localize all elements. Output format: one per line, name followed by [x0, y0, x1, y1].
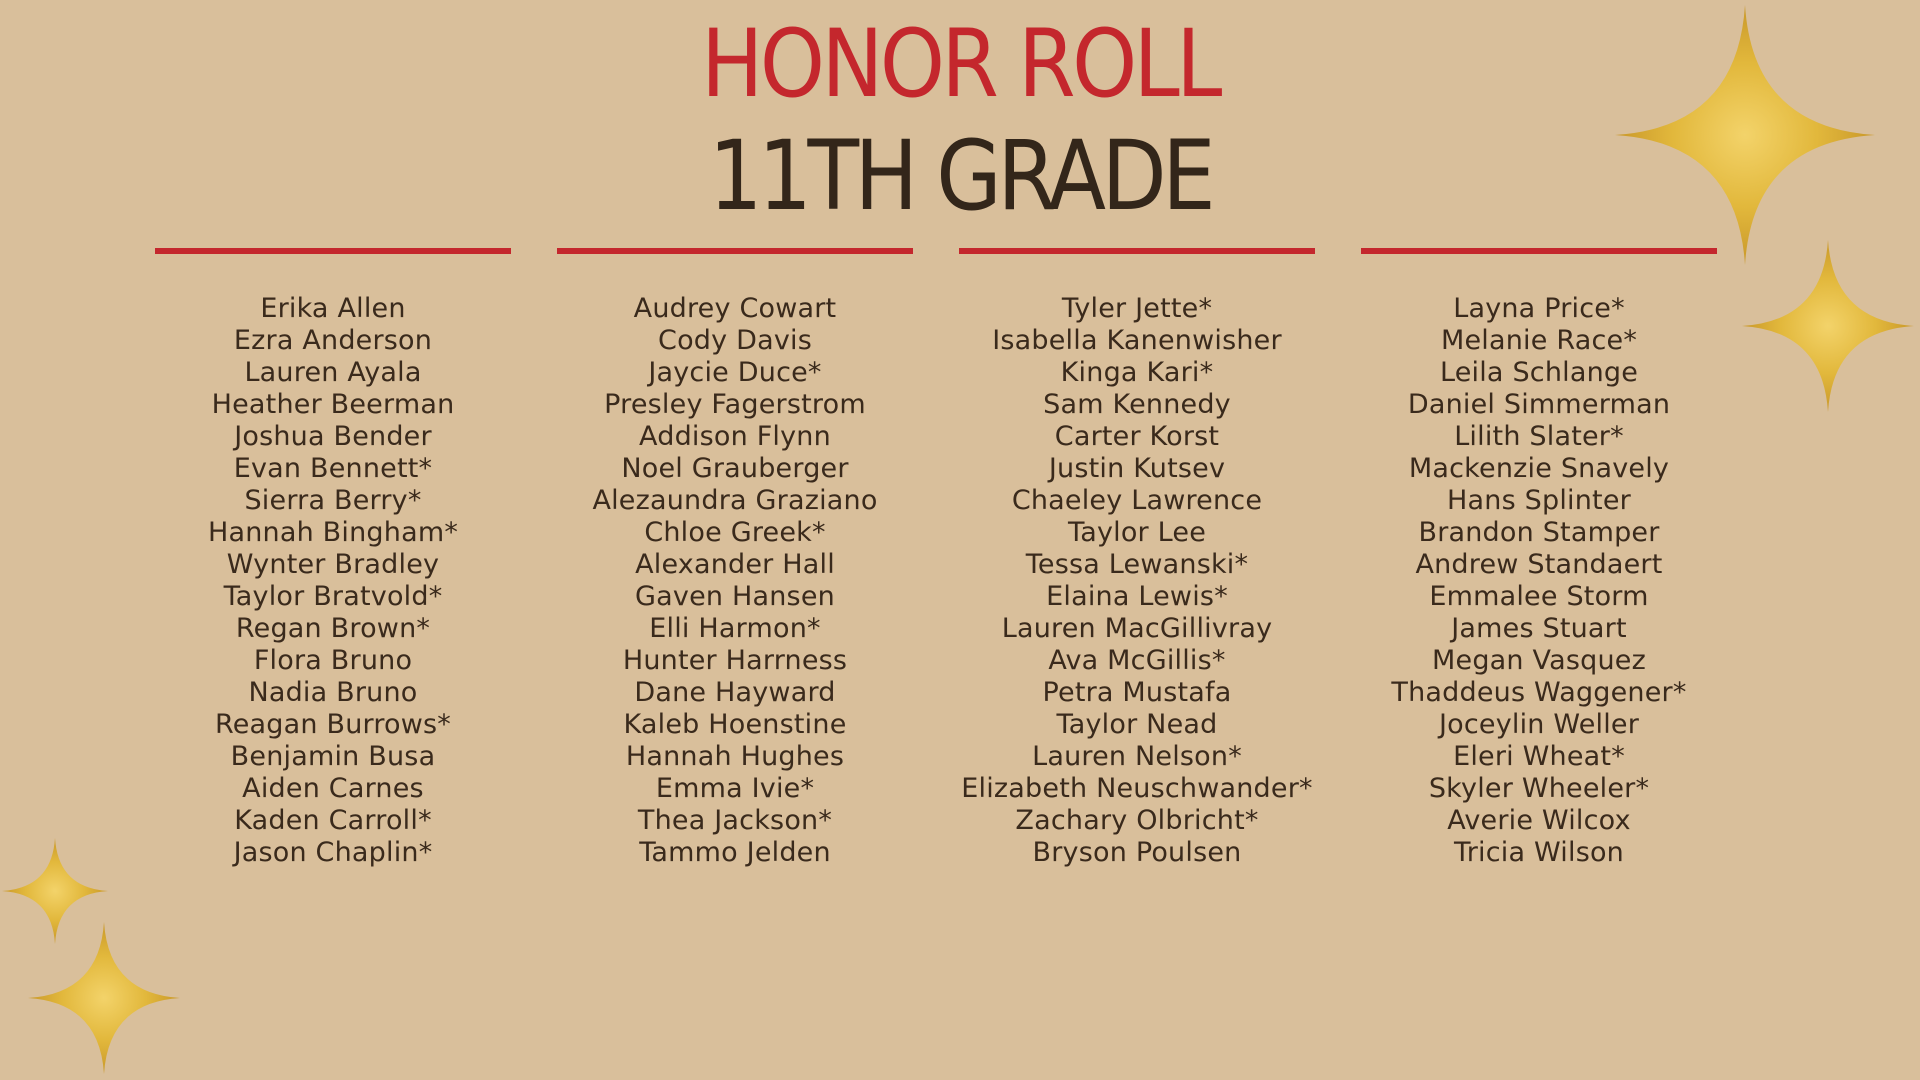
- honor-roll-name: Emmalee Storm: [1429, 581, 1649, 612]
- honor-roll-name: Taylor Lee: [1067, 517, 1207, 548]
- honor-roll-name: Elli Harmon*: [649, 613, 821, 644]
- honor-roll-name: Reagan Burrows*: [214, 709, 452, 740]
- honor-roll-name: Hannah Bingham*: [207, 517, 459, 548]
- grade-subtitle: 11TH GRADE: [708, 120, 1212, 232]
- name-column-2: [534, 293, 936, 869]
- sparkle-star-icon: [26, 920, 182, 1076]
- honor-roll-name: Tyler Jette*: [1061, 293, 1213, 324]
- honor-roll-name: Hans Splinter: [1447, 485, 1631, 516]
- honor-roll-name: Noel Grauberger: [621, 453, 849, 484]
- honor-roll-name: Mackenzie Snavely: [1408, 453, 1670, 484]
- name-column-3: [936, 293, 1338, 869]
- honor-roll-name: Alezaundra Graziano: [592, 485, 878, 516]
- honor-roll-name: Joceylin Weller: [1438, 709, 1640, 740]
- honor-roll-name: Justin Kutsev: [1048, 453, 1226, 484]
- honor-roll-name: Elizabeth Neuschwander*: [961, 773, 1313, 804]
- honor-roll-name: Heather Beerman: [211, 389, 455, 420]
- page-title: HONOR ROLL: [701, 10, 1219, 119]
- honor-roll-name: Ezra Anderson: [233, 325, 433, 356]
- honor-roll-name: Daniel Simmerman: [1407, 389, 1671, 420]
- name-column-4: [1338, 293, 1740, 869]
- honor-roll-name: Dane Hayward: [634, 677, 836, 708]
- honor-roll-name: Megan Vasquez: [1432, 645, 1646, 676]
- honor-roll-name: Melanie Race*: [1440, 325, 1638, 356]
- honor-roll-name: Thea Jackson*: [637, 805, 833, 836]
- honor-roll-name: Alexander Hall: [635, 549, 835, 580]
- honor-roll-name: Zachary Olbricht*: [1015, 805, 1259, 836]
- honor-roll-name: Taylor Bratvold*: [223, 581, 443, 612]
- honor-roll-name: Petra Mustafa: [1042, 677, 1232, 708]
- honor-roll-name: Elaina Lewis*: [1046, 581, 1228, 612]
- honor-roll-name: Presley Fagerstrom: [604, 389, 866, 420]
- honor-roll-name: Skyler Wheeler*: [1428, 773, 1650, 804]
- honor-roll-name: Eleri Wheat*: [1453, 741, 1625, 772]
- honor-roll-name: Erika Allen: [260, 293, 406, 324]
- column-divider-1: [155, 248, 511, 254]
- name-column-1: [132, 293, 534, 869]
- honor-roll-name: Emma Ivie*: [655, 773, 815, 804]
- honor-roll-name: Sierra Berry*: [244, 485, 422, 516]
- honor-roll-name: Regan Brown*: [235, 613, 431, 644]
- honor-roll-name: Chloe Greek*: [644, 517, 826, 548]
- honor-roll-name: Isabella Kanenwisher: [992, 325, 1282, 356]
- column-divider-2: [557, 248, 913, 254]
- honor-roll-name: Joshua Bender: [234, 421, 432, 452]
- honor-roll-name: Sam Kennedy: [1043, 389, 1231, 420]
- honor-roll-name: Evan Bennett*: [233, 453, 433, 484]
- honor-roll-name: Lilith Slater*: [1454, 421, 1624, 452]
- honor-roll-name: Leila Schlange: [1439, 357, 1639, 388]
- honor-roll-name: Ava McGillis*: [1048, 645, 1226, 676]
- honor-roll-name: Aiden Carnes: [242, 773, 424, 804]
- honor-roll-name: Addison Flynn: [639, 421, 831, 452]
- honor-roll-name: Lauren MacGillivray: [1001, 613, 1273, 644]
- honor-roll-name: Wynter Bradley: [226, 549, 440, 580]
- honor-roll-name: Cody Davis: [658, 325, 812, 356]
- sparkle-star-icon: [1740, 238, 1916, 414]
- honor-roll-name: Lauren Nelson*: [1032, 741, 1242, 772]
- honor-roll-name: Tessa Lewanski*: [1025, 549, 1249, 580]
- honor-roll-name: Andrew Standaert: [1415, 549, 1663, 580]
- sparkle-star-icon: [1610, 0, 1880, 270]
- honor-roll-name: James Stuart: [1451, 613, 1627, 644]
- honor-roll-name: Chaeley Lawrence: [1011, 485, 1263, 516]
- honor-roll-name: Brandon Stamper: [1418, 517, 1660, 548]
- honor-roll-name: Carter Korst: [1054, 421, 1220, 452]
- honor-roll-name: Flora Bruno: [253, 645, 413, 676]
- honor-roll-name: Lauren Ayala: [244, 357, 422, 388]
- honor-roll-name: Jaycie Duce*: [648, 357, 822, 388]
- honor-roll-name: Hunter Harrness: [622, 645, 848, 676]
- honor-roll-name: Nadia Bruno: [248, 677, 418, 708]
- honor-roll-name: Taylor Nead: [1056, 709, 1218, 740]
- honor-roll-name: Kaden Carroll*: [234, 805, 432, 836]
- honor-roll-name: Kaleb Hoenstine: [623, 709, 847, 740]
- honor-roll-name: Gaven Hansen: [635, 581, 835, 612]
- honor-roll-name: Kinga Kari*: [1060, 357, 1214, 388]
- column-divider-3: [959, 248, 1315, 254]
- honor-roll-name: Jason Chaplin*: [233, 837, 433, 868]
- honor-roll-name: Thaddeus Waggener*: [1391, 677, 1687, 708]
- honor-roll-name: Tammo Jelden: [639, 837, 831, 868]
- honor-roll-name: Benjamin Busa: [230, 741, 436, 772]
- honor-roll-name: Layna Price*: [1453, 293, 1625, 324]
- honor-roll-name: Bryson Poulsen: [1032, 837, 1242, 868]
- honor-roll-name: Audrey Cowart: [633, 293, 837, 324]
- honor-roll-name: Tricia Wilson: [1453, 837, 1624, 868]
- honor-roll-name: Averie Wilcox: [1447, 805, 1631, 836]
- honor-roll-name: Hannah Hughes: [625, 741, 845, 772]
